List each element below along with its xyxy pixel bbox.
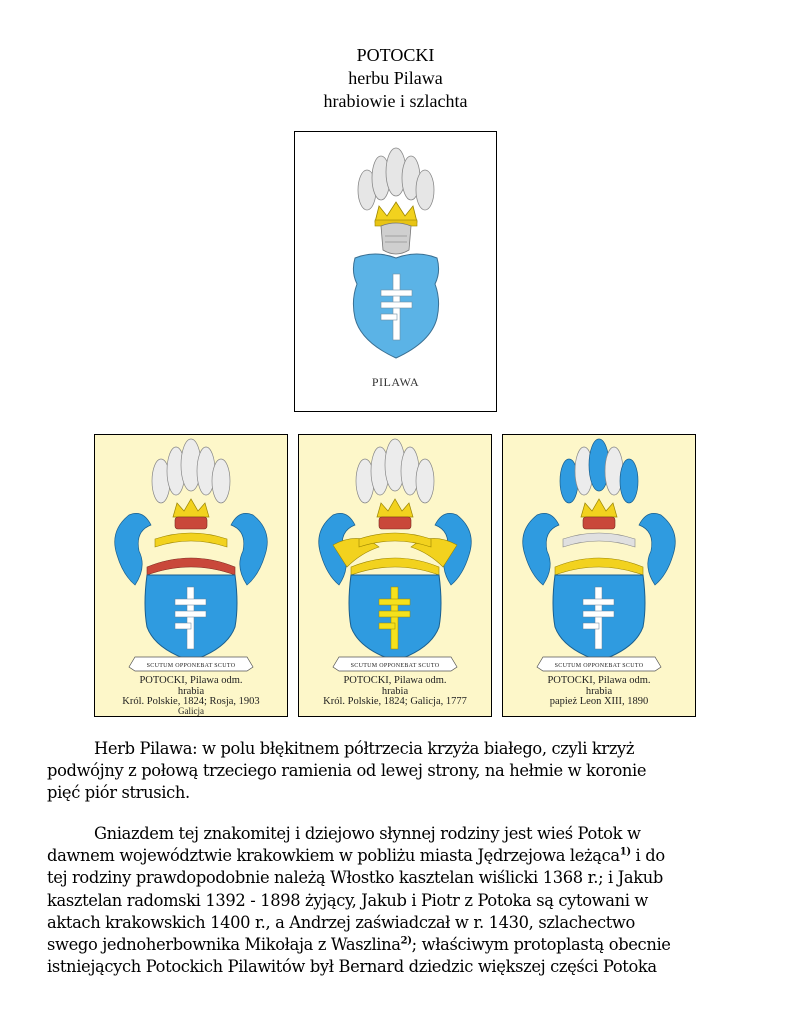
text-line <box>47 934 749 956</box>
footnote-ref-1[interactable]: 1) <box>619 846 631 858</box>
title-surname: POTOCKI <box>356 45 435 65</box>
text-line: istniejących Potockich Pilawitów był Bernard dziedzic większej części Potoka <box>47 957 657 977</box>
footnote-ref-2[interactable]: 2) <box>400 935 412 947</box>
coat-variant-2 <box>298 434 492 717</box>
text-segment: ; właściwym protoplastą obecnie <box>411 935 671 955</box>
text-segment: swego jednoherbownika Mikołaja z Waszlina <box>47 935 401 955</box>
coat-caption-line4: Galicja <box>178 706 204 716</box>
text-line: kasztelan radomski 1392 - 1898 żyjący, Jakub i Piotr z Potoka są cytowani w <box>47 890 649 910</box>
coat-caption-line2: hrabia <box>381 686 409 697</box>
coat-caption-line1: POTOCKI, Pilawa odm. <box>547 675 651 686</box>
text-line: podwójny z połową trzeciego ramienia od lewej strony, na hełmie w koronie <box>47 761 647 781</box>
paragraph-herb-description <box>47 738 749 805</box>
title-rank: hrabiowie i szlachta <box>323 91 468 111</box>
coat-caption-line3: papież Leon XIII, 1890 <box>549 696 649 707</box>
text-segment: i do <box>630 846 665 866</box>
coat-caption-line2: hrabia <box>585 686 613 697</box>
main-coat-of-arms <box>294 131 497 412</box>
potocki-count-coat-icon <box>95 435 287 716</box>
coat-caption-line2: hrabia <box>177 686 205 697</box>
text-line: pięć piór strusich. <box>47 783 190 803</box>
text-line <box>47 845 749 867</box>
coat-motto: SCUTUM OPPONEBAT SCUTO <box>350 663 440 669</box>
coat-variant-1 <box>94 434 288 717</box>
paragraph-family-history <box>47 823 749 978</box>
coat-caption-line1: POTOCKI, Pilawa odm. <box>343 675 447 686</box>
potocki-count-coat-papal-icon <box>503 435 695 716</box>
text-line: Herb Pilawa: w polu błękitnem półtrzecia krzyża białego, czyli krzyż <box>94 739 635 758</box>
pilawa-coat-icon <box>295 132 496 411</box>
text-line: aktach krakowskich 1400 r., a Andrzej zaświadczał w r. 1430, szlachectwo <box>47 912 635 932</box>
coat-variant-3 <box>502 434 696 717</box>
coat-caption-line1: POTOCKI, Pilawa odm. <box>139 675 243 686</box>
page-title <box>0 44 791 113</box>
text-line: Gniazdem tej znakomitej i dziejowo słynnej rodziny jest wieś Potok w <box>94 824 641 843</box>
text-line: tej rodziny prawdopodobnie należą Włostko kasztelan wiślicki 1368 r.; i Jakub <box>47 868 663 888</box>
potocki-count-coat-gold-icon <box>299 435 491 716</box>
coat-caption-line3: Król. Polskie, 1824; Galicja, 1777 <box>323 696 467 707</box>
coat-label: PILAWA <box>371 375 420 389</box>
coat-caption-line3: Król. Polskie, 1824; Rosja, 1903 <box>122 696 260 707</box>
text-segment: dawnem województwie krakowkiem w pobliżu miasta Jędrzejowa leżąca <box>47 846 620 866</box>
coat-motto: SCUTUM OPPONEBAT SCUTO <box>554 663 644 669</box>
title-herb: herbu Pilawa <box>348 68 443 88</box>
coat-motto: SCUTUM OPPONEBAT SCUTO <box>146 663 236 669</box>
